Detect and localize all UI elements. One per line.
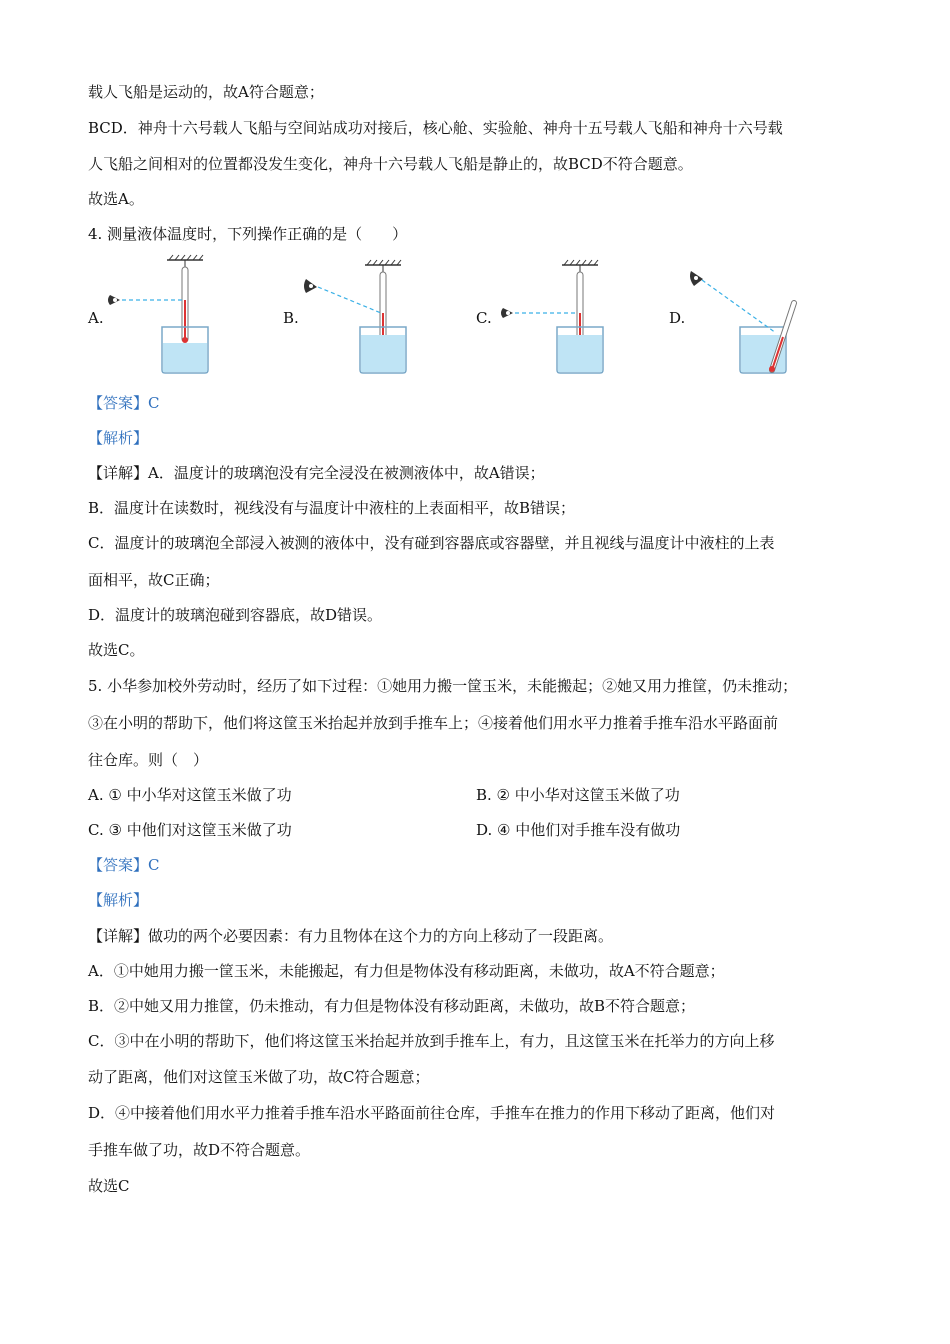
figure-option-c bbox=[495, 255, 670, 380]
q5-option-b: B. ② 中小华对这筐玉米做了功 bbox=[476, 786, 680, 804]
thermometer-diagram-c bbox=[495, 255, 670, 380]
q5-detail: 故选C bbox=[88, 1177, 130, 1195]
thermometer-diagram-b bbox=[298, 255, 473, 380]
thermometer-diagram-d bbox=[688, 255, 863, 380]
q5-answer: 【答案】C bbox=[88, 856, 160, 874]
text-line: 载人飞船是运动的，故A符合题意； bbox=[88, 83, 324, 101]
q4-detail: 【详解】A．温度计的玻璃泡没有完全浸没在被测液体中，故A错误； bbox=[88, 464, 545, 482]
text-line: BCD．神舟十六号载人飞船与空间站成功对接后，核心舱、实验舱、神舟十五号载人飞船和神舟十六号载 bbox=[88, 119, 783, 137]
q5-detail: B．②中她又用力推筐，仍未推动，有力但是物体没有移动距离，未做功，故B不符合题意； bbox=[88, 997, 696, 1015]
q4-detail: B．温度计在读数时，视线没有与温度计中液柱的上表面相平，故B错误； bbox=[88, 499, 576, 517]
q5-option-d: D. ④ 中他们对手推车没有做功 bbox=[476, 821, 681, 839]
option-d-label: D. bbox=[669, 309, 686, 327]
q5-option-c: C. ③ 中他们对这筐玉米做了功 bbox=[88, 821, 292, 839]
question-4-stem: 4. 测量液体温度时，下列操作正确的是（ ） bbox=[88, 225, 408, 243]
q5-detail: 【详解】做功的两个必要因素：有力且物体在这个力的方向上移动了一段距离。 bbox=[88, 927, 614, 945]
option-a-label: A. bbox=[88, 309, 104, 327]
option-c-label: C. bbox=[476, 309, 492, 327]
question-5-stem: 5. 小华参加校外劳动时，经历了如下过程：①她用力搬一筐玉米，未能搬起；②她又用力推筐，仍未推动； bbox=[88, 677, 798, 695]
q5-option-a: A. ① 中小华对这筐玉米做了功 bbox=[88, 786, 292, 804]
question-5-stem: ③在小明的帮助下，他们将这筐玉米抬起并放到手推车上；④接着他们用水平力推着手推车沿水平路面前 bbox=[88, 714, 779, 732]
q4-detail: 故选C。 bbox=[88, 641, 145, 659]
q4-answer: 【答案】C bbox=[88, 394, 160, 412]
q4-detail: 面相平，故C正确； bbox=[88, 571, 220, 589]
q4-analysis-label: 【解析】 bbox=[88, 429, 149, 447]
q5-detail: C．③中在小明的帮助下，他们将这筐玉米抬起并放到手推车上，有力，且这筐玉米在托举力的方向上移 bbox=[88, 1032, 775, 1050]
question-5-stem: 往仓库。则（ ） bbox=[88, 751, 209, 769]
text-line: 人飞船之间相对的位置都没发生变化，神舟十六号载人飞船是静止的，故BCD不符合题意。 bbox=[88, 155, 693, 173]
q5-detail: 动了距离，他们对这筐玉米做了功，故C符合题意； bbox=[88, 1068, 430, 1086]
q5-analysis-label: 【解析】 bbox=[88, 891, 149, 909]
figure-option-d bbox=[688, 255, 863, 380]
text-line: 故选A。 bbox=[88, 190, 144, 208]
q5-detail: D．④中接着他们用水平力推着手推车沿水平路面前往仓库，手推车在推力的作用下移动了距离，他们对 bbox=[88, 1104, 776, 1122]
option-b-label: B. bbox=[283, 309, 299, 327]
figure-option-a bbox=[100, 255, 275, 380]
q5-detail: 手推车做了功，故D不符合题意。 bbox=[88, 1141, 311, 1159]
q5-detail: A．①中她用力搬一筐玉米，未能搬起，有力但是物体没有移动距离，未做功，故A不符合题意； bbox=[88, 962, 725, 980]
thermometer-diagram-a bbox=[100, 255, 275, 380]
q4-detail: C．温度计的玻璃泡全部浸入被测的液体中，没有碰到容器底或容器壁，并且视线与温度计中液柱的上表 bbox=[88, 534, 775, 552]
q4-detail: D．温度计的玻璃泡碰到容器底，故D错误。 bbox=[88, 606, 383, 624]
figure-option-b bbox=[298, 255, 473, 380]
